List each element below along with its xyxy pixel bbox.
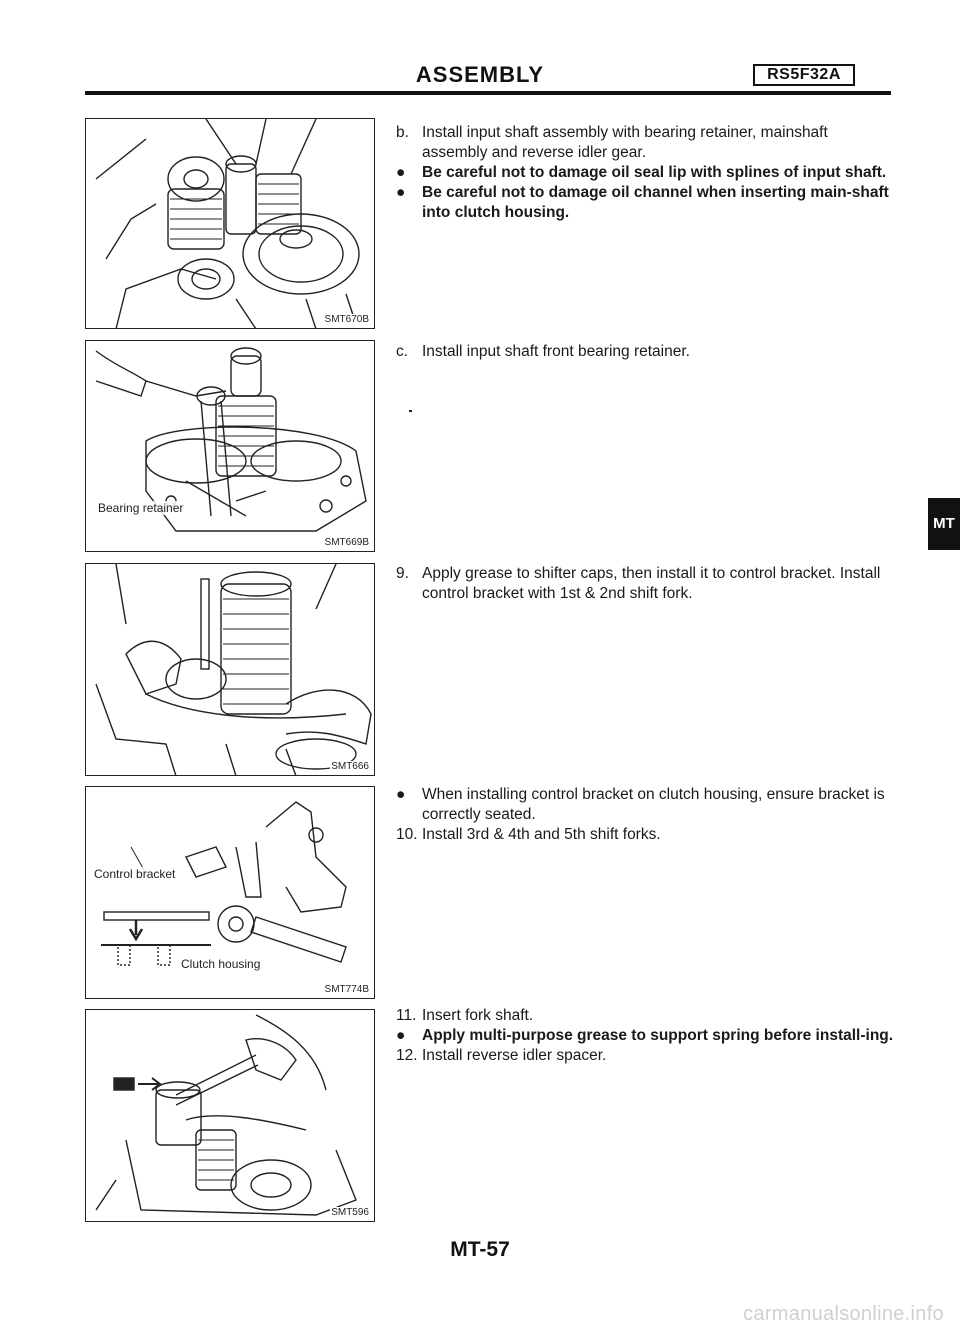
step-marker: b. [396, 124, 409, 141]
step-marker: 11. [396, 1007, 417, 1024]
figure-input-shaft-assembly [85, 118, 375, 329]
wrench-gear-illustration [86, 341, 375, 552]
bullet-icon: ● [396, 164, 406, 181]
stray-mark [409, 410, 412, 412]
step-text: Insert fork shaft. [422, 1007, 534, 1024]
callout-bearing-retainer: Bearing retainer [98, 501, 184, 515]
step-text: Install 3rd & 4th and 5th shift forks. [422, 826, 661, 843]
step-text: Install input shaft front bearing retainer. [422, 343, 690, 360]
caution-oil-channel [396, 183, 894, 223]
caution-text: Be careful not to damage oil channel when inserting main-shaft into clutch housing. [422, 184, 889, 221]
caution-grease [396, 1026, 894, 1046]
step-b [396, 123, 894, 163]
section-tab-mt: MT [928, 498, 960, 550]
caution-text: Apply multi-purpose grease to support spring before install-ing. [422, 1027, 894, 1044]
figure-code: SMT666 [331, 761, 369, 772]
step-9 [396, 564, 894, 604]
bullet-icon: ● [396, 184, 406, 201]
step-c [396, 342, 894, 362]
figure-control-bracket-install [85, 563, 375, 776]
figure-code: SMT596 [331, 1207, 369, 1218]
callout-control-bracket: Control bracket [94, 867, 176, 881]
note-text: When installing control bracket on clutch housing, ensure bracket is correctly seated. [422, 786, 885, 823]
step-marker: c. [396, 343, 409, 360]
section-front-bearing [396, 342, 894, 362]
step-10 [396, 825, 894, 845]
bullet-icon: ● [396, 786, 406, 803]
figure-control-bracket-seating [85, 786, 375, 999]
bullet-icon: ● [396, 1027, 406, 1044]
callout-clutch-housing: Clutch housing [181, 957, 261, 971]
figure-bearing-retainer [85, 340, 375, 552]
section-input-shaft [396, 123, 894, 223]
header-rule [85, 91, 891, 95]
step-text: Install input shaft assembly with bearing retainer, mainshaft assembly and reverse idler gear. [422, 124, 828, 161]
step-11 [396, 1006, 894, 1026]
gear-assembly-illustration [86, 119, 375, 329]
step-12 [396, 1046, 894, 1066]
caution-text: Be careful not to damage oil seal lip with splines of input shaft. [422, 164, 887, 181]
page-number: MT-57 [450, 1238, 510, 1261]
header-title: ASSEMBLY [415, 62, 545, 87]
model-badge: RS5F32A [753, 64, 855, 86]
shift-fork-illustration [86, 564, 375, 776]
step-text: Install reverse idler spacer. [422, 1047, 607, 1064]
step-marker: 12. [396, 1047, 418, 1064]
step-marker: 9. [396, 565, 409, 582]
watermark: carmanualsonline.info [743, 1303, 944, 1325]
section-shifter-caps [396, 564, 894, 604]
figure-code: SMT670B [324, 314, 369, 325]
caution-oil-seal [396, 163, 894, 183]
note-bracket-seating [396, 785, 894, 825]
section-control-bracket [396, 785, 894, 845]
figure-fork-shaft-insert [85, 1009, 375, 1222]
figure-code: SMT774B [324, 984, 369, 995]
figure-code: SMT669B [324, 537, 369, 548]
step-marker: 10. [396, 826, 418, 843]
step-text: Apply grease to shifter caps, then install it to control bracket. Install control bracket with 1st & 2nd shift fork. [422, 565, 881, 602]
fork-shaft-illustration [86, 1010, 375, 1222]
section-fork-shaft [396, 1006, 894, 1066]
